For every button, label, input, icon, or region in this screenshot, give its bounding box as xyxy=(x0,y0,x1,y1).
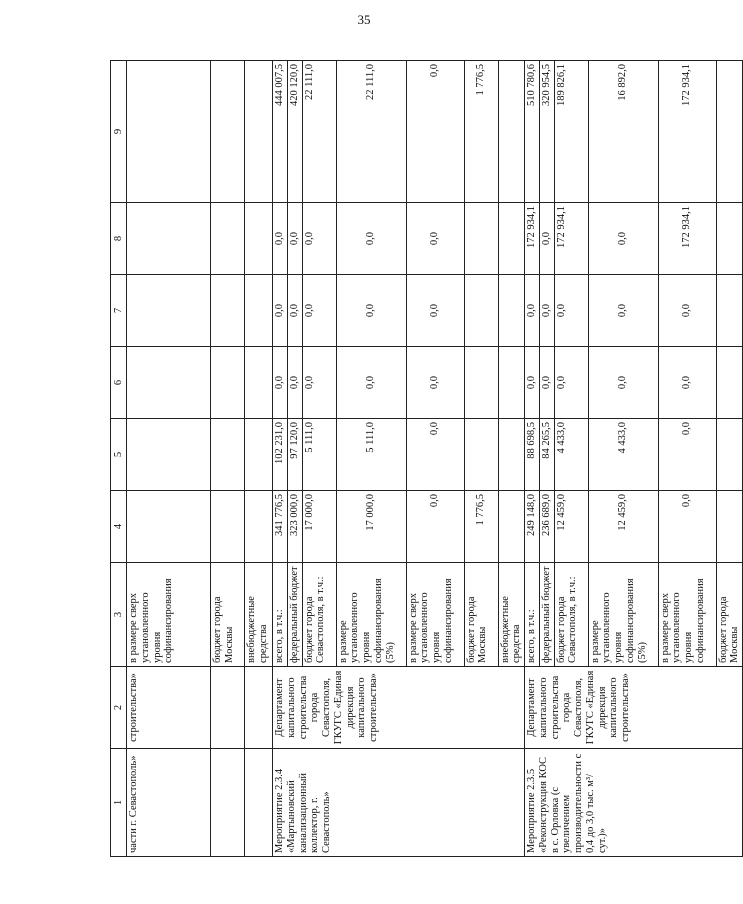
value-cell: 420 120,0 xyxy=(287,61,302,203)
value-cell: 172 934,1 xyxy=(554,203,588,275)
table-row xyxy=(211,61,245,857)
value-cell: 0,0 xyxy=(539,347,554,419)
measure-2-3-4-executor: Департамент капитального строительства города Севастополя, ГКУГС «Единая дирекция капитального строительства» xyxy=(273,667,525,749)
value-cell: 0,0 xyxy=(539,275,554,347)
value-cell: 510 780,6 xyxy=(525,61,540,203)
value-cell: 0,0 xyxy=(273,203,288,275)
value-cell: 236 689,0 xyxy=(539,491,554,563)
value-cell: 0,0 xyxy=(273,347,288,419)
source-moscow: бюджет города Москвы xyxy=(464,563,498,667)
value-cell: 172 934,1 xyxy=(658,61,716,203)
source-over-level: в размере сверх установленного уровня софинансирования xyxy=(128,578,175,663)
value-cell: 0,0 xyxy=(273,275,288,347)
value-cell: 444 007,5 xyxy=(273,61,288,203)
value-cell: 0,0 xyxy=(554,275,588,347)
value-cell: 0,0 xyxy=(406,347,464,419)
source-cell xyxy=(127,563,211,667)
source-city: бюджет города Севастополя, в т.ч.: xyxy=(302,563,336,667)
value-cell: 0,0 xyxy=(287,347,302,419)
value-cell: 0,0 xyxy=(525,275,540,347)
value-cell: 17 000,0 xyxy=(302,491,336,563)
source-moscow: бюджет города Москвы xyxy=(211,563,245,667)
page-number: 35 xyxy=(357,12,371,27)
measure-2-3-5-name: Мероприятие 2.3.5 «Реконструкция КОС в с. Орловка (с увеличением производительности с 0,4 до 3,0 тыс. м³/сут.)» xyxy=(525,749,743,857)
value-cell: 4 433,0 xyxy=(554,419,588,491)
value-cell: 0,0 xyxy=(588,203,658,275)
source-moscow: бюджет города Москвы xyxy=(716,563,743,667)
budget-table xyxy=(110,60,743,857)
value-cell xyxy=(464,275,498,347)
value-cell: 0,0 xyxy=(406,491,464,563)
header-cell: 5 xyxy=(111,419,127,491)
header-cell: 1 xyxy=(111,749,127,857)
value-cell xyxy=(464,347,498,419)
value-cell: 0,0 xyxy=(406,61,464,203)
value-cell: 0,0 xyxy=(302,347,336,419)
source-extrabudget: внебюджетные средства xyxy=(245,563,273,667)
value-cell: 0,0 xyxy=(302,275,336,347)
header-cell: 8 xyxy=(111,203,127,275)
source-over-level: в размере сверх установленного уровня софинансирования xyxy=(658,563,716,667)
header-cell: 3 xyxy=(111,563,127,667)
header-cell: 4 xyxy=(111,491,127,563)
table-row xyxy=(525,61,540,857)
value-cell: 88 698,5 xyxy=(525,419,540,491)
source-over-level: в размере сверх установленного уровня софинансирования xyxy=(406,563,464,667)
value-cell: 189 826,1 xyxy=(554,61,588,203)
value-cell: 5 111,0 xyxy=(336,419,406,491)
table-row xyxy=(127,61,211,857)
value-cell: 0,0 xyxy=(658,347,716,419)
value-cell: 4 433,0 xyxy=(588,419,658,491)
value-cell: 320 954,5 xyxy=(539,61,554,203)
value-cell: 22 111,0 xyxy=(302,61,336,203)
value-cell: 84 265,5 xyxy=(539,419,554,491)
header-cell: 2 xyxy=(111,667,127,749)
header-cell: 9 xyxy=(111,61,127,203)
header-cell: 6 xyxy=(111,347,127,419)
value-cell: 102 231,0 xyxy=(273,419,288,491)
value-cell: 0,0 xyxy=(406,275,464,347)
value-cell: 323 000,0 xyxy=(287,491,302,563)
source-extrabudget: внебюджетные средства xyxy=(498,563,525,667)
source-federal: федеральный бюджет xyxy=(287,563,302,667)
measure-2-3-5-executor: Департамент капитального строительства города Севастополя, ГКУГС «Единая дирекция капитального строительства» xyxy=(525,667,743,749)
value-cell: 0,0 xyxy=(588,347,658,419)
continuation-measure: части г. Севастополь» xyxy=(127,749,211,857)
value-cell: 5 111,0 xyxy=(302,419,336,491)
value-cell: 97 120,0 xyxy=(287,419,302,491)
value-cell: 16 892,0 xyxy=(588,61,658,203)
value-cell: 22 111,0 xyxy=(336,61,406,203)
value-cell: 249 148,0 xyxy=(525,491,540,563)
value-cell: 12 459,0 xyxy=(554,491,588,563)
table-row xyxy=(273,61,288,857)
continuation-executor: строительства» xyxy=(127,667,211,749)
value-cell xyxy=(464,419,498,491)
value-cell: 0,0 xyxy=(336,347,406,419)
value-cell: 0,0 xyxy=(658,491,716,563)
value-cell xyxy=(464,203,498,275)
value-cell: 0,0 xyxy=(302,203,336,275)
source-established-level: в размере установленного уровня софинансирования (5%) xyxy=(336,563,406,667)
source-total: всего, в т.ч.: xyxy=(525,563,540,667)
value-cell: 0,0 xyxy=(525,347,540,419)
value-cell: 0,0 xyxy=(658,275,716,347)
source-established-level: в размере установленного уровня софинансирования (5%) xyxy=(588,563,658,667)
value-cell: 0,0 xyxy=(336,275,406,347)
value-cell: 172 934,1 xyxy=(525,203,540,275)
value-cell: 1 776,5 xyxy=(464,491,498,563)
header-row xyxy=(111,61,127,857)
value-cell: 12 459,0 xyxy=(588,491,658,563)
rotated-table-wrapper xyxy=(110,61,741,857)
header-cell: 7 xyxy=(111,275,127,347)
value-cell: 0,0 xyxy=(287,203,302,275)
value-cell: 0,0 xyxy=(539,203,554,275)
value-cell: 0,0 xyxy=(406,419,464,491)
value-cell: 0,0 xyxy=(588,275,658,347)
source-federal: федеральный бюджет xyxy=(539,563,554,667)
value-cell: 17 000,0 xyxy=(336,491,406,563)
value-cell: 0,0 xyxy=(554,347,588,419)
source-city: бюджет города Севастополя, в т.ч.: xyxy=(554,563,588,667)
value-cell: 172 934,1 xyxy=(658,203,716,275)
value-cell: 0,0 xyxy=(406,203,464,275)
value-cell: 0,0 xyxy=(287,275,302,347)
measure-2-3-4-name: Мероприятие 2.3.4 «Мартыновский канализационный коллектор, г. Севастополь» xyxy=(273,749,525,857)
value-cell: 341 776,5 xyxy=(273,491,288,563)
value-cell: 1 776,5 xyxy=(464,61,498,203)
table-row xyxy=(245,61,273,857)
source-total: всего, в т.ч.: xyxy=(273,563,288,667)
value-cell: 0,0 xyxy=(658,419,716,491)
value-cell: 0,0 xyxy=(336,203,406,275)
